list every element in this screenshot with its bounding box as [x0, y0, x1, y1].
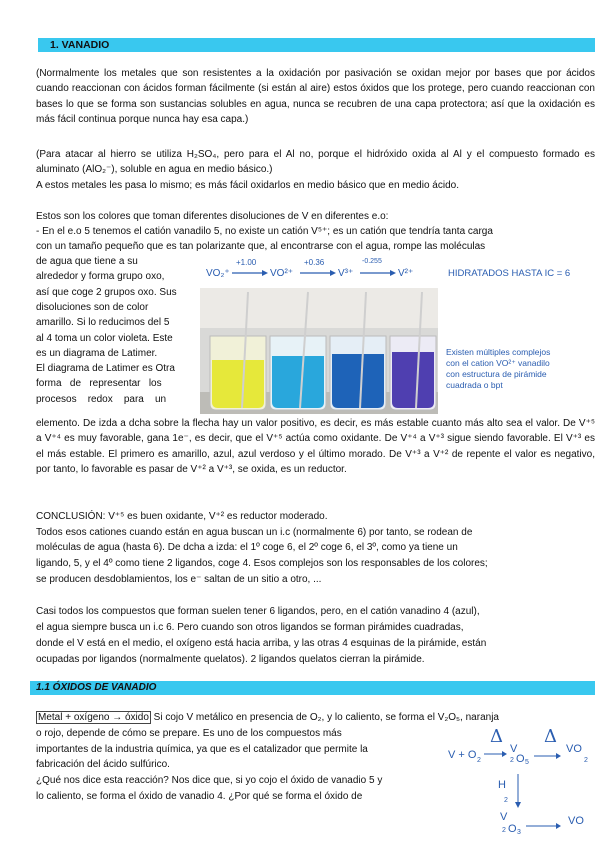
- delta-symbol-1: Δ: [490, 726, 503, 747]
- product-v2o3-sub2: 2: [502, 827, 506, 834]
- oxidos-line: ¿Qué nos dice esta reacción? Nos dice que, si yo cojo el óxido de vanadio 5 y: [36, 775, 383, 786]
- product-vo2-sub: 2: [584, 757, 588, 764]
- paragraph-ligandos-line: Casi todos los compuestos que forman suelen tener 6 ligandos, pero, en el catión vanadino 4 (azul),: [36, 606, 480, 617]
- paragraph-colores-line: con un tamaño pequeño que es tan polarizante que, al encontrarse con el agua, rompe las moléculas: [36, 241, 486, 252]
- reactant-o2-sub: 2: [477, 757, 481, 764]
- species-v2plus: V²⁺: [398, 268, 414, 279]
- paragraph-ligandos-line: donde el V está en el medio, el oxígeno está hacia arriba, y las otras 4 esquinas de la pirámide, están: [36, 638, 487, 649]
- oxidos-line: lo caliento, se forma el óxido de vanadio 4. ¿Por qué se forma el óxido de: [36, 791, 363, 802]
- conclusion-line: CONCLUSIÓN: V⁺⁵ es buen oxidante, V⁺² es reductor moderado.: [36, 511, 328, 522]
- product-v-lower: V: [500, 811, 508, 823]
- reaction-scheme: [446, 722, 596, 842]
- paragraph-cationes-line: ligando, 5, y el 4º como tiene 2 ligandos, coge 4. Esos complejos son los responsables de los colores;: [36, 558, 488, 569]
- photo-wall: [200, 288, 438, 328]
- latimer-diagram: [200, 252, 596, 420]
- wrap-text-line: amarillo. Si lo reducimos del 5: [36, 317, 170, 328]
- hidratados-label: HIDRATADOS HASTA IC = 6: [448, 268, 571, 279]
- wrap-text-line: es un diagrama de Latimer.: [36, 348, 158, 359]
- paragraph-cationes-line: moléculas de agua (hasta 6). De dcha a izda: el 1º coge 6, el 2º coge 6, el 3º, como ya tiene un: [36, 542, 458, 553]
- species-vo2plus: VO₂⁺: [206, 268, 230, 279]
- paragraph-colores-line: Estos son los colores que toman diferentes disoluciones de V en diferentes e.o:: [36, 211, 389, 222]
- oxidos-line: importantes de la industria química, ya que es el catalizador que permite la: [36, 744, 368, 755]
- paragraph-hierro: (Para atacar al hierro se utiliza H₂SO₄, pero para el Al no, porque el hidróxido oxida al Al y el compuesto formado es aluminato (AlO₂⁻), soluble en agua en medio básico.): [36, 149, 595, 176]
- paragraph-ligandos-line: ocupadas por ligandos (normalmente quelatos). 2 ligandos quelatos cierran la pirámide.: [36, 654, 425, 665]
- note-line: Existen múltiples complejos: [446, 347, 551, 357]
- reaction-diagram: [446, 722, 596, 842]
- paragraph-medio-basico: A estos metales les pasa lo mismo; es más fácil oxidarlos en medio básico que en medio ácido.: [36, 180, 459, 191]
- oxidos-line: o rojo, depende de cómo se prepare. Es uno de los compuestos más: [36, 728, 342, 739]
- arrow-4-head: [556, 823, 561, 829]
- product-v2o5-sub2: 2: [510, 757, 514, 764]
- species-v3plus: V³⁺: [338, 268, 354, 279]
- reagent-h2: H: [498, 779, 506, 791]
- section-title: 1. VANADIO: [50, 39, 110, 51]
- wrap-text-line: procesos redox para un: [36, 394, 167, 405]
- wrap-text-line: forma de representar los: [36, 378, 162, 389]
- wrap-text-line: disoluciones son de color: [36, 302, 149, 313]
- latimer-arrowhead: [262, 270, 268, 276]
- section-header-bar: [38, 38, 595, 52]
- arrow-2-head: [556, 753, 561, 759]
- paragraph-colores-line: - En el e.o 5 tenemos el catión vanadilo 5, no existe un catión V⁵⁺; es un catión que tendría tanta carga: [36, 226, 493, 237]
- oxidos-first-line: [36, 710, 499, 725]
- wrap-text-line: de agua que tiene a su: [36, 256, 138, 267]
- paragraph-latimer-explicacion: elemento. De izda a dcha sobre la flecha hay un valor positivo, es decir, es más estable cuanto más alto sea el valor. De V⁺⁵ a V⁺⁴ es muy favorable, gana 1e⁻, es decir, que el V⁺⁵ actúa como oxidante. De V⁺⁴ a V⁺³ sigue siendo favorable. El V⁺³ es el más estable. El primero es amarillo, azul, azul verdoso y el último morado. De V⁺³ a V⁺² de repente el valor es negativo, por tanto, lo favorable es pasar de V⁺² a V⁺³, se oxida, es un reductor.: [36, 418, 595, 475]
- product-v2o5-sub5: 5: [525, 759, 529, 766]
- wrap-text-line: así que coge 2 grupos oxo. Sus: [36, 287, 177, 298]
- product-vo2: VO: [566, 743, 582, 755]
- paragraph-ligandos-line: el agua siempre busca un i.c 6. Pero cuando son otros ligandos se forman pirámides cuadradas,: [36, 622, 464, 633]
- delta-symbol-2: Δ: [544, 726, 557, 747]
- product-vo: VO: [568, 815, 584, 827]
- product-v2o3-sub3: 3: [517, 829, 521, 836]
- paragraph-pasivacion: (Normalmente los metales que son resistentes a la oxidación por pasivación se oxidan mejor por bases que por ácidos cuando reaccionan con ácidos forman fácilmente (si están al aire) estos óxidos que los protege, pero cuando reaccionan con bases lo que se forma son sustancias solubles en agua, nunca se recubren de una capa protectora; así que la oxidación es más fácil continua porque nunca hay esa capa.): [36, 68, 595, 125]
- oxidos-first-line-rest: Si cojo V metálico en presencia de O₂, y lo caliento, se forma el V₂O₅, naranja: [150, 712, 499, 723]
- subsection-title: 1.1 ÓXIDOS DE VANADIO: [36, 682, 157, 693]
- latimer-arrowhead: [390, 270, 396, 276]
- arrow-1-head: [502, 751, 507, 757]
- reactant-v-o2: V + O: [448, 749, 477, 761]
- product-v2o3-o: O: [508, 823, 517, 835]
- paragraph-cationes-line: Todos esos cationes cuando están en agua buscan un i.c (normalmente 6) por tanto, se rodean de: [36, 527, 473, 538]
- note-line: cuadrada o bpt: [446, 380, 503, 390]
- note-line: con estructura de pirámide: [446, 369, 547, 379]
- potential-2: +0.36: [304, 258, 325, 267]
- note-line: con el cation VO²⁺ vanadilo: [446, 358, 550, 368]
- potential-3: -0.255: [362, 258, 382, 265]
- product-v: V: [510, 743, 518, 755]
- reagent-h2-sub: 2: [504, 797, 508, 804]
- potential-1: +1.00: [236, 258, 257, 267]
- wrap-text-line: El diagrama de Latimer es Otra: [36, 363, 175, 374]
- product-v2o5-o: O: [516, 753, 525, 765]
- species-vo2plus2: VO²⁺: [270, 268, 294, 279]
- wrap-text-line: al 4 toma un color violeta. Este: [36, 333, 173, 344]
- oxidos-line: fabricación del ácido sulfúrico.: [36, 759, 170, 770]
- latimer-figure: [200, 252, 596, 420]
- arrow-3-head: [515, 802, 521, 808]
- latimer-arrowhead: [330, 270, 336, 276]
- boxed-term: Metal + oxígeno → óxido: [38, 712, 149, 723]
- wrap-text-line: alrededor y forma grupo oxo,: [36, 271, 165, 282]
- paragraph-cationes-line: se producen desdoblamientos, los e⁻ saltan de un sitio a otro, ...: [36, 574, 322, 585]
